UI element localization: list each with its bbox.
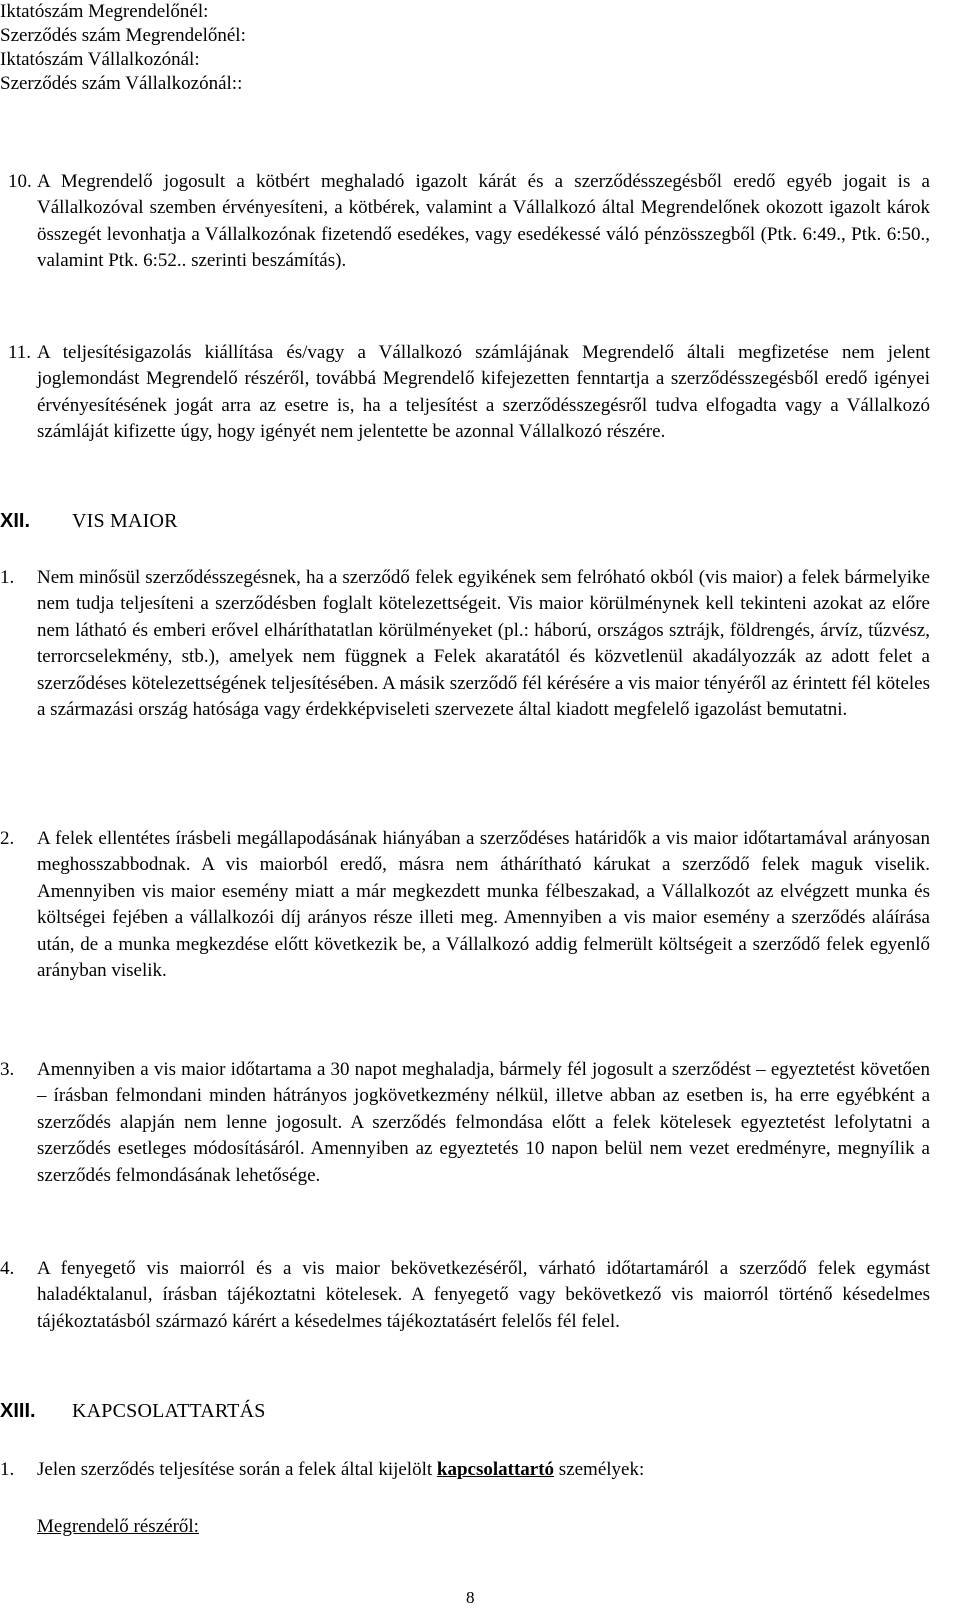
paragraph-xi-10	[8, 169, 930, 275]
paragraph-text: A felek ellentétes írásbeli megállapodásának hiányában a szerződéses határidők a vis maior időtartamával arányosan meghosszabbodnak. A vis maiorból eredő, másra nem áthárítható kárukat a szerződő felek maguk viselik. Amennyiben vis maior esemény miatt a már megkezdett munka félbeszakad, a Vállalkozót az elvégzett munka és költségei fejében a vállalkozói díj arányos része illeti meg. Amennyiben a vis maior esemény a szerződés aláírása után, de a munka megkezdése előtt következik be, a Vállalkozó addig felmerült költségeit a szerződő felek egyenlő arányban viselik.	[37, 828, 930, 982]
bold-term: kapcsolattartó	[436, 1459, 555, 1480]
subheading-megrendelo: Megrendelő részéről:	[37, 1516, 199, 1537]
document-header	[0, 0, 246, 96]
header-line: Iktatószám Vállalkozónál:	[0, 49, 200, 70]
paragraph-xii-3	[0, 1057, 930, 1189]
section-roman-numeral: XIII.	[0, 1400, 36, 1422]
paragraph-text: Nem minősül szerződésszegésnek, ha a szerződő felek egyikének sem felróható okból (vis maior) a felek bármelyike nem tudja teljesíteni a szerződésben foglalt kötelezettségeit. Vis maior körülménynek kell tekinteni azokat az előre nem látható és emberi erővel elháríthatatlan körülményeket (pl.: háború, országos sztrájk, földrengés, árvíz, tűzvész, terrorcselekmény, stb.), amelyek nem függnek a Felek akaratától és közvetlenül akadályozzák az adott felet a szerződéses kötelezettségének teljesítésében. A másik szerződő fél kérésére a vis maior tényéről az érintett fél köteles a származási ország hatósága vagy érdekképviseleti szervezete által kiadott megfelelő igazolást bemutatni.	[37, 567, 930, 721]
paragraph-number: 10.	[8, 171, 32, 192]
section-roman-numeral: XII.	[0, 510, 31, 532]
paragraph-text: Jelen szerződés teljesítése során a felek által kijelölt	[37, 1459, 437, 1480]
paragraph-text: A teljesítésigazolás kiállítása és/vagy a Vállalkozó számlájának Megrendelő általi megfizetése nem jelent joglemondást Megrendelő részéről, továbbá Megrendelő kifejezetten fenntartja a szerződésszegésből eredő igényei érvényesítésének jogát arra az esetre is, ha a teljesítést a szerződésszegésről tudva elfogadta vagy a Vállalkozó számláját kifizette úgy, hogy igényét nem jelentette be azonnal Vállalkozó részére.	[37, 342, 930, 443]
section-title: VIS MAIOR	[72, 510, 178, 532]
paragraph-xii-1	[0, 565, 930, 723]
paragraph-number: 3.	[0, 1059, 15, 1080]
paragraph-xii-2	[0, 826, 930, 984]
page-number: 8	[466, 1588, 475, 1607]
paragraph-xii-4	[0, 1256, 930, 1335]
header-line: Szerződés szám Vállalkozónál::	[0, 73, 243, 94]
paragraph-text: A fenyegető vis maiorról és a vis maior bekövetkezéséről, várható időtartamáról a szerződő felek egymást haladéktalanul, írásban tájékoztatni kötelesek. A fenyegető vagy bekövetkező vis maiorról történő késedelmes tájékoztatásból származó kárért a késedelmes tájékoztatásért felelős fél felel.	[37, 1258, 930, 1332]
paragraph-xiii-1	[0, 1457, 930, 1483]
paragraph-text: személyek:	[554, 1459, 645, 1480]
paragraph-text: A Megrendelő jogosult a kötbért meghaladó igazolt kárát és a szerződésszegésből eredő egyéb jogait is a Vállalkozóval szemben érvényesíteni, a kötbérek, valamint a Vállalkozó által Megrendelőnek okozott igazolt károk összegét levonhatja a Vállalkozónak fizetendő esedékes, vagy esedékessé váló pénzösszegből (Ptk. 6:49., Ptk. 6:50., valamint Ptk. 6:52.. szerinti beszámítás).	[37, 171, 930, 272]
section-title: KAPCSOLATTARTÁS	[72, 1400, 266, 1422]
paragraph-number: 11.	[8, 342, 32, 363]
paragraph-number: 2.	[0, 828, 15, 849]
paragraph-number: 1.	[0, 1459, 15, 1480]
section-heading-vis-maior	[0, 510, 178, 533]
header-line: Szerződés szám Megrendelőnél:	[0, 25, 246, 46]
paragraph-text: Amennyiben a vis maior időtartama a 30 napot meghaladja, bármely fél jogosult a szerződést – egyeztetést követően – írásban felmondani minden hátrányos jogkövetkezmény nélkül, illetve abban az esetben is, ha erre egyébként a szerződés alapján nem lenne jogosult. A szerződés felmondása előtt a felek kötelesek egyeztetést lefolytatni a szerződés esetleges módosításáról. Amennyiben az egyeztetés 10 napon belül nem vezet eredményre, megnyílik a szerződés felmondásának lehetősége.	[37, 1059, 930, 1186]
header-line: Iktatószám Megrendelőnél:	[0, 1, 209, 22]
paragraph-number: 1.	[0, 567, 15, 588]
paragraph-xi-11	[8, 340, 930, 446]
paragraph-number: 4.	[0, 1258, 15, 1279]
section-heading-kapcsolattartas	[0, 1400, 266, 1423]
